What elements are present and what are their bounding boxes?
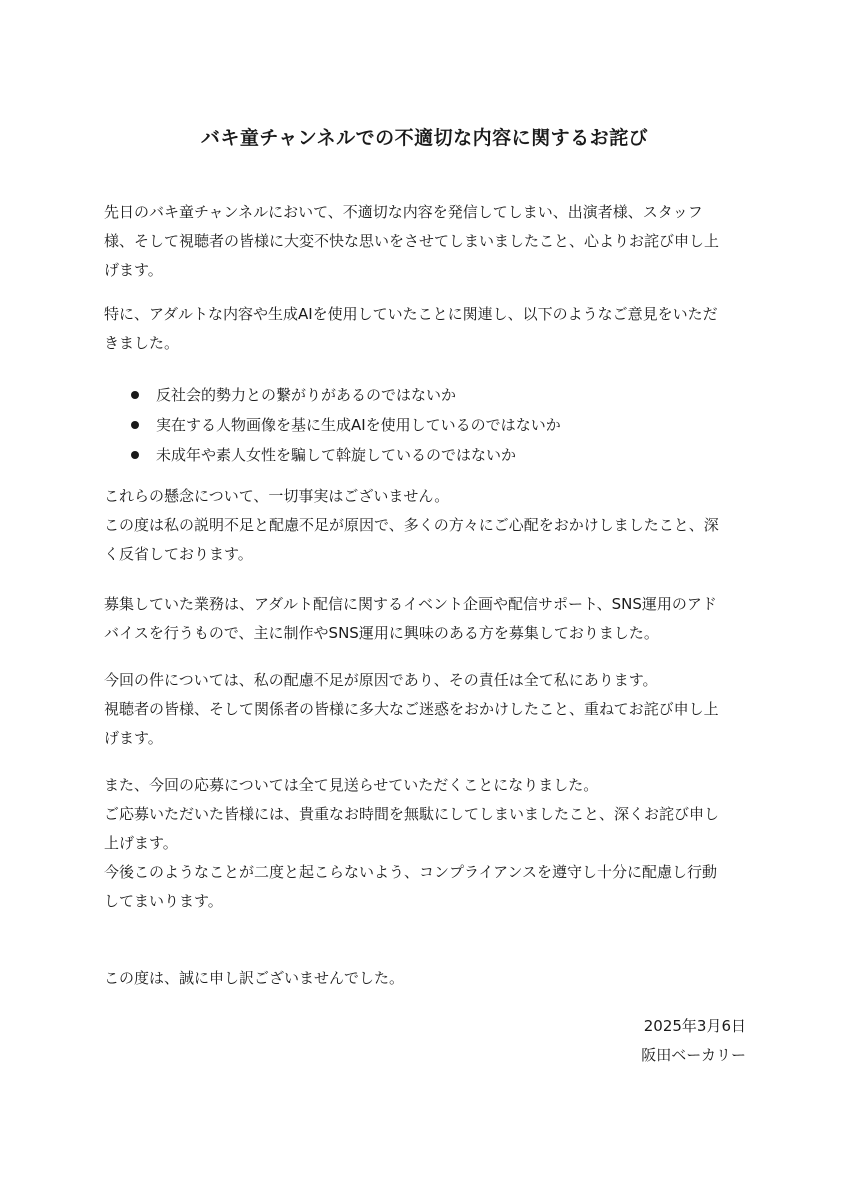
bullet-icon [131,421,139,429]
text-line: 募集していた業務は、アダルト配信に関するイベント企画や配信サポート、SNS運用のアド [104,595,717,613]
text-line: これらの懸念について、一切事実はございません。 [104,487,450,505]
text-line: また、今回の応募については全て見送らせていただくことになりました。 [104,776,599,794]
text-line: してまいります。 [104,892,223,910]
text-line: 様、そして視聴者の皆様に大変不快な思いをさせてしまいましたこと、心よりお詫び申し上 [104,232,720,250]
bullet-icon [131,451,139,459]
text-line: きました。 [104,334,180,352]
paragraph-applications [104,771,749,916]
document-title: バキ童チャンネルでの不適切な内容に関するお詫び [200,127,649,149]
paragraph-opinions [104,300,749,358]
text-line: この度は、誠に申し訳ございませんでした。 [104,969,405,987]
text-line: バイスを行うもので、主に制作やSNS運用に興味のある方を募集しておりました。 [104,624,659,642]
bullet-icon [131,391,139,399]
text-line: 上げます。 [104,834,178,852]
text-line: この度は私の説明不足と配慮不足が原因で、多くの方々にご心配をおかけしましたこと、深 [104,516,719,534]
paragraph-responsibility [104,666,749,753]
text-line: 特に、アダルトな内容や生成AIを使用していたことに関連し、以下のようなご意見をいただ [104,305,718,323]
text-line: 視聴者の皆様、そして関係者の皆様に多大なご迷惑をおかけしたこと、重ねてお詫び申し上 [104,700,719,718]
text-line: 今後このようなことが二度と起こらないよう、コンプライアンスを遵守し十分に配慮し行動 [104,863,718,881]
paragraph-denial [104,482,749,569]
text-line: く反省しております。 [104,545,253,563]
document-date: 2025年3月6日 [643,1017,746,1035]
list-item [104,440,749,470]
text-line: 先日のバキ童チャンネルにおいて、不適切な内容を発信してしまい、出演者様、スタッフ [104,203,703,221]
list-item [104,410,749,440]
text-line: 今回の件については、私の配慮不足が原因であり、その責任は全て私にあります。 [104,671,658,689]
list-item [104,380,749,410]
list-item-text: 実在する人物画像を基に生成AIを使用しているのではないか [156,416,561,434]
text-line: げます。 [104,261,163,279]
paragraph-closing [104,964,749,993]
text-line: ご応募いただいた皆様には、貴重なお時間を無駄にしてしまいましたこと、深くお詫び申し [104,805,720,823]
concerns-list [104,380,749,470]
text-line: げます。 [104,729,163,747]
signature: 阪田ベーカリー [641,1046,746,1064]
paragraph-business [104,590,749,648]
list-item-text: 反社会的勢力との繋がりがあるのではないか [156,386,457,404]
list-item-text: 未成年や素人女性を騙して斡旋しているのではないか [156,446,517,464]
paragraph-intro [104,198,749,285]
